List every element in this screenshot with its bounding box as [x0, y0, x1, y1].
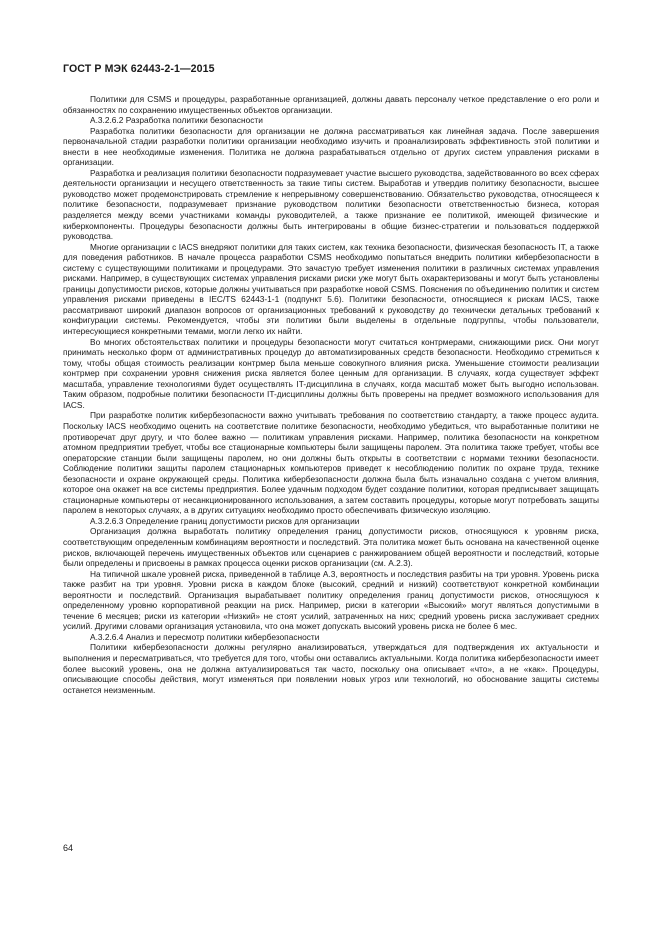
section-heading: A.3.2.6.4 Анализ и пересмотр политики кибербезопасности: [90, 631, 320, 642]
paragraph: Разработка и реализация политики безопасности подразумевает участие высшего руководства, задействованного во всех сферах деятельности организации и несущего ответственность за такие типы систем. Выработав и утвердив политику безопасности, высшее руководство может продемонстрировать стремление к непрерывному совершенствованию. Обязательство руководства, относящееся к политике безопасности, подразумевает признание руководством политики безопасности ответственностью бизнеса, которая разделяется между всеми участниками команды руководителей, а также признание ее политикой, имеющей физические и киберкомпоненты. Процедуры безопасности должны быть интегрированы в общие бизнес-стратегии и пользоваться поддержкой руководства.: [63, 167, 599, 242]
paragraph: Политики для CSMS и процедуры, разработанные организацией, должны давать персоналу четкое представление о его роли и обязанностях по сохранению имущественных объектов организации.: [63, 94, 599, 115]
section-heading: A.3.2.6.2 Разработка политики безопасности: [90, 115, 263, 126]
paragraph: Политики кибербезопасности должны регулярно анализироваться, утверждаться для подтверждения их актуальности и выполнения и пересматриваться, что требуется для того, чтобы они оставались актуальными. Когда политика кибербезопасности имеет более высокий уровень, она не должна актуализироваться так часто, поскольку она описывает «что», а не «как». Процедуры, описывающие способы действия, могут изменяться при появлении новых угроз или технологий, но обоснование защиты системы останется неизменным.: [63, 642, 599, 695]
page-number: 64: [63, 843, 74, 853]
paragraph: При разработке политик кибербезопасности важно учитывать требования по соответствию стандарту, а также процесс аудита. Поскольку IACS необходимо оценить на соответствие политике безопасности, необходимо убедиться, что выработанные политики не противоречат друг другу, и что более важно — политикам управления рисками. Например, политика безопасности на конкретном атомном предприятии требует, чтобы все стационарные компьютеры были защищены паролем. Эта политика также требует, чтобы все операторские станции были защищены паролем, но они должны быть открыты в соответствии с нормами техники безопасности. Соблюдение политики защиты паролем стационарных компьютеров приведет к несоблюдению политик по охране труда, технике безопасности и охране окружающей среды. Политика кибербезопасности должна была быть изначально создана с учетом влияния, которое она окажет на все системы предприятия. Более удачным подходом будет создание политики, которая предписывает защищать стационарные компьютеры от несанкционированного использования, а затем составить процедуры, которые могут потребовать защиты паролем в некоторых случаях, а в других ситуациях необходимо просто обеспечивать физическую изоляцию.: [63, 410, 599, 516]
section-heading: A.3.2.6.3 Определение границ допустимости рисков для организации: [90, 515, 360, 526]
document-header: ГОСТ Р МЭК 62443-2-1—2015: [63, 63, 215, 75]
paragraph: Во многих обстоятельствах политики и процедуры безопасности могут считаться контрмерами, снижающими риск. Они могут принимать несколько форм от административных процедур до автоматизированных средств безопасности. Необходимо стремиться к тому, чтобы общая стоимость реализации контрмер была меньше совокупного влияния риска. Уменьшение стоимости реализации контрмер при сохранении уровня снижения риска является более ценным для организации. В случаях, когда существует эффект масштаба, управление технологиями будет осуществлять IT-дисциплина в случаях, когда масштаб может быть выгодно использован. Таким образом, подробные политики безопасности IT-дисциплины должны быть проверены на предмет возможного использования для IACS.: [63, 336, 599, 410]
paragraph: Организация должна выработать политику определения границ допустимости рисков, относящуюся к уровням риска, соответствующим определенным комбинациям вероятности и последствий. Эта политика может быть основана на качественной оценке рисков, включающей перечень имущественных объектов или сценариев с ранжированием общей вероятности и последствий, которые были определены и присвоены в рамках процесса оценки рисков организации (см. А.2.3).: [63, 526, 599, 569]
document-body: [63, 94, 599, 695]
paragraph: На типичной шкале уровней риска, приведенной в таблице А.3, вероятность и последствия разбиты на три уровня. Уровень риска также разбит на три уровня. Уровни риска в каждом блоке (высокий, средний и низкий) соответствуют конкретной комбинации вероятности и последствий. Организация вырабатывает политику определения границ допустимости рисков, относящуюся к определенному уровню корпоративной реакции на риск. Например, риски в категории «Высокий» могут являться допустимыми в течение 6 месяцев; риски из категории «Низкий» не стоят усилий, затраченных на них; средний уровень риска заслуживает средних усилий. Другими словами организация установила, что она может допускать высокий уровень риска не более 6 мес.: [63, 568, 599, 632]
paragraph: Разработка политики безопасности для организации не должна рассматриваться как линейная задача. После завершения первоначальной стадии разработки политики организации необходимо изучить и проанализировать эффективность этой политики и внести в нее необходимые изменения. Политика не должна разрабатываться отдельно от других систем управления рисками в организации.: [63, 125, 599, 168]
paragraph: Многие организации с IACS внедряют политики для таких систем, как техника безопасности, физическая безопасность IT, а также для поведения работников. В начале процесса разработки CSMS необходимо попытаться внедрить политики кибербезопасности в систему с существующими политиками и процедурами. Это зачастую требует изменения политики в различных системах управления рисками. Например, в существующих системах управления рисками риски уже могут быть охарактеризованы и могут быть установлены границы допустимости рисков, которые должны учитываться при разработке новой CSMS. Пояснения по объединению политик и систем управления рисками приведены в IEC/TS 62443-1-1 (подпункт 5.6). Политики безопасности, относящиеся к рискам IACS, также рассматривают широкий диапазон вопросов от организационных требований к руководству до технически детальных требований к конфигурации системы. Рекомендуется, чтобы эти политики были выделены в отдельные подгруппы, чтобы пользователи, интересующиеся конкретными темами, могли легко их найти.: [63, 241, 599, 337]
